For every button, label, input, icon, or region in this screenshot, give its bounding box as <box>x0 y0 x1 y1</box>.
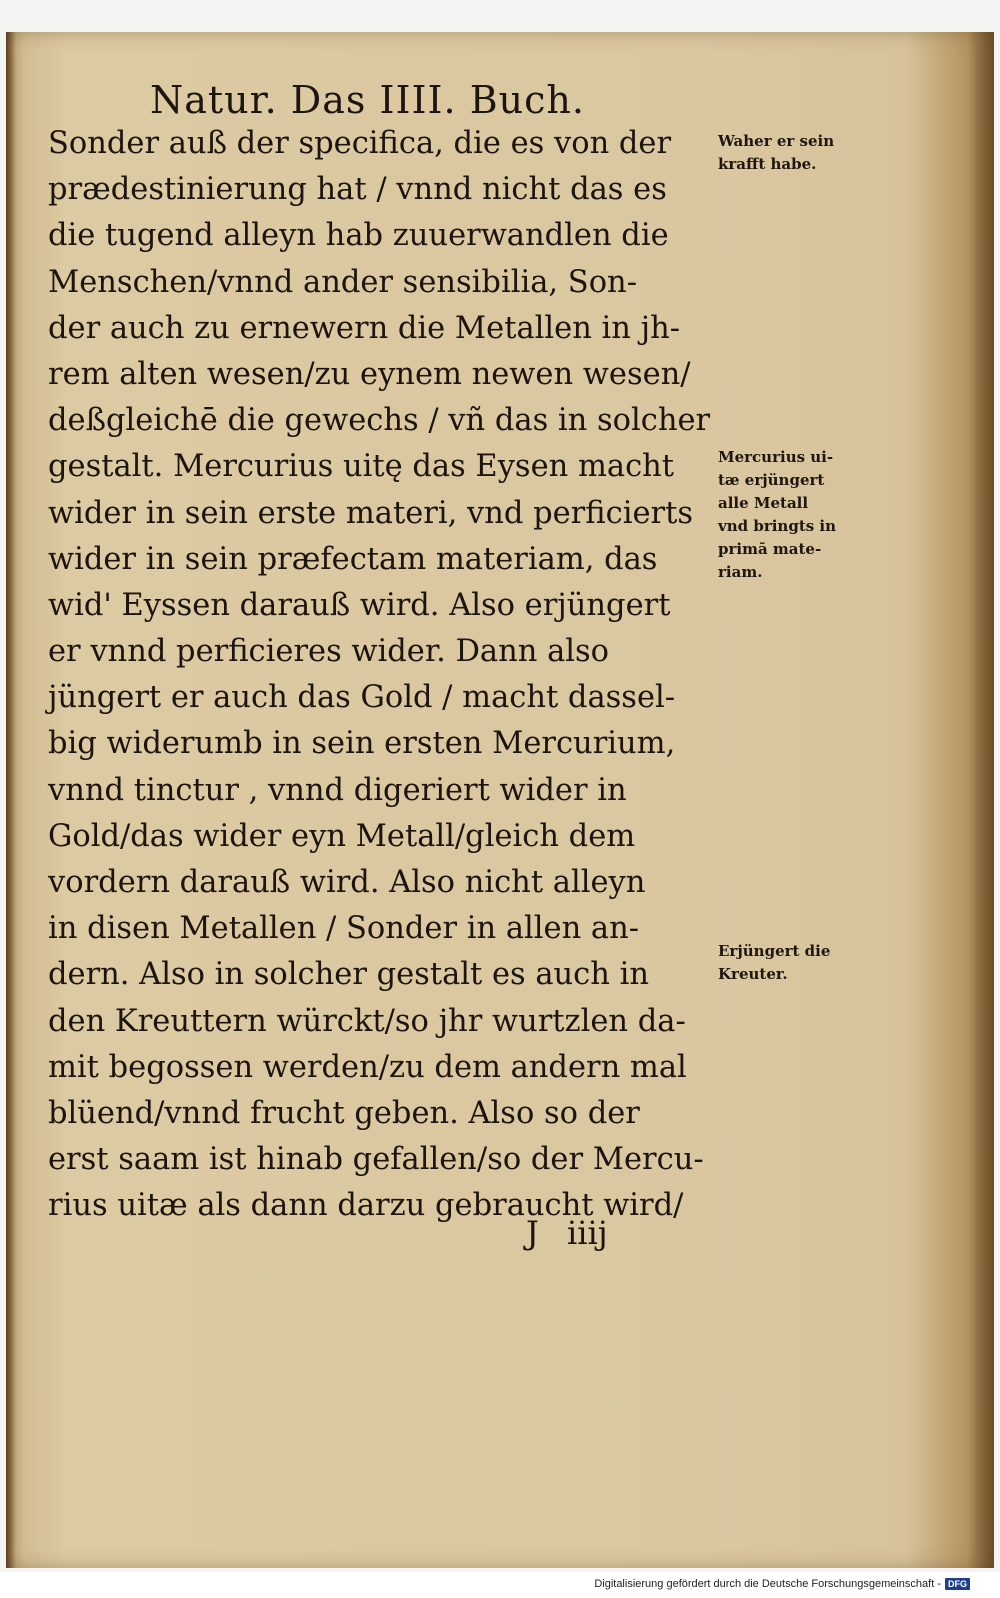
margin-note-herbs <box>718 940 830 986</box>
dfg-logo: DFG <box>945 1578 970 1590</box>
signature-mark: J iiij <box>526 1214 608 1252</box>
text-line: in disen Metallen / Sonder in allen an- <box>48 911 640 947</box>
margin-note-line: Mercurius ui- <box>718 448 834 466</box>
text-line: erst saam ist hinab gefallen/so der Mercu- <box>48 1142 704 1178</box>
text-line: dern. Also in solcher gestalt es auch in <box>48 957 650 993</box>
text-line: vnnd tinctur , vnnd digeriert wider in <box>48 772 627 808</box>
text-line: rem alten wesen/zu eynem newen wesen/ <box>48 356 691 392</box>
body-text <box>48 121 728 1230</box>
text-line: Sonder auß der specifica, die es von der <box>48 126 672 161</box>
text-line: der auch zu ernewern die Metallen in jh- <box>48 310 681 346</box>
margin-note-source-of-power <box>718 130 834 176</box>
text-line: den Kreuttern würckt/so jhr wurtzlen da- <box>48 1003 686 1039</box>
text-line: big widerumb in sein ersten Mercurium, <box>48 726 676 762</box>
margin-note-line: krafft habe. <box>718 155 817 173</box>
text-line: rius uitæ als dann darzu gebraucht wird/ <box>48 1188 684 1224</box>
margin-note-line: Waher er sein <box>718 132 835 150</box>
text-line: gestalt. Mercurius uitę das Eysen macht <box>48 449 675 485</box>
text-line: wider in sein præfectam materiam, das <box>48 541 658 577</box>
text-line: wid' Eyssen darauß wird. Also erjüngert <box>48 587 671 623</box>
margin-note-line: tæ erjüngert <box>718 471 825 489</box>
margin-note-line: Kreuter. <box>718 965 788 983</box>
text-line: er vnnd perficieres wider. Dann also <box>48 634 610 670</box>
text-line: prædestinierung hat / vnnd nicht das es <box>48 172 667 208</box>
margin-note-line: Erjüngert die <box>718 942 831 960</box>
text-line: die tugend alleyn hab zuuerwandlen die <box>48 218 669 254</box>
footer-text: Digitalisierung gefördert durch die Deutsche Forschungsgemeinschaft - <box>594 1578 941 1590</box>
text-line: deßgleichē die gewechs / vñ das in solcher <box>48 403 711 439</box>
text-line: blüend/vnnd frucht geben. Also so der <box>48 1095 640 1131</box>
margin-note-line: vnd bringts in <box>718 517 837 535</box>
text-line: wider in sein erste materi, vnd perficierts <box>48 495 693 531</box>
margin-note-line: alle Metall <box>718 494 809 512</box>
margin-note-mercurius-vitae <box>718 446 836 584</box>
page-spine-shadow <box>968 32 994 1568</box>
running-head: Natur. Das IIII. Buch. <box>150 78 585 122</box>
margin-note-line: primā mate- <box>718 540 822 558</box>
text-line: mit begossen werden/zu dem andern mal <box>48 1049 687 1085</box>
text-line: Gold/das wider eyn Metall/gleich dem <box>48 818 636 854</box>
margin-note-line: riam. <box>718 563 763 581</box>
text-line: jüngert er auch das Gold / macht dassel- <box>48 680 676 716</box>
text-line: Menschen/vnnd ander sensibilia, Son- <box>48 264 638 300</box>
text-line: vordern darauß wird. Also nicht alleyn <box>48 865 646 900</box>
page-left-shadow <box>6 32 16 1568</box>
digitization-footer <box>594 1578 970 1590</box>
